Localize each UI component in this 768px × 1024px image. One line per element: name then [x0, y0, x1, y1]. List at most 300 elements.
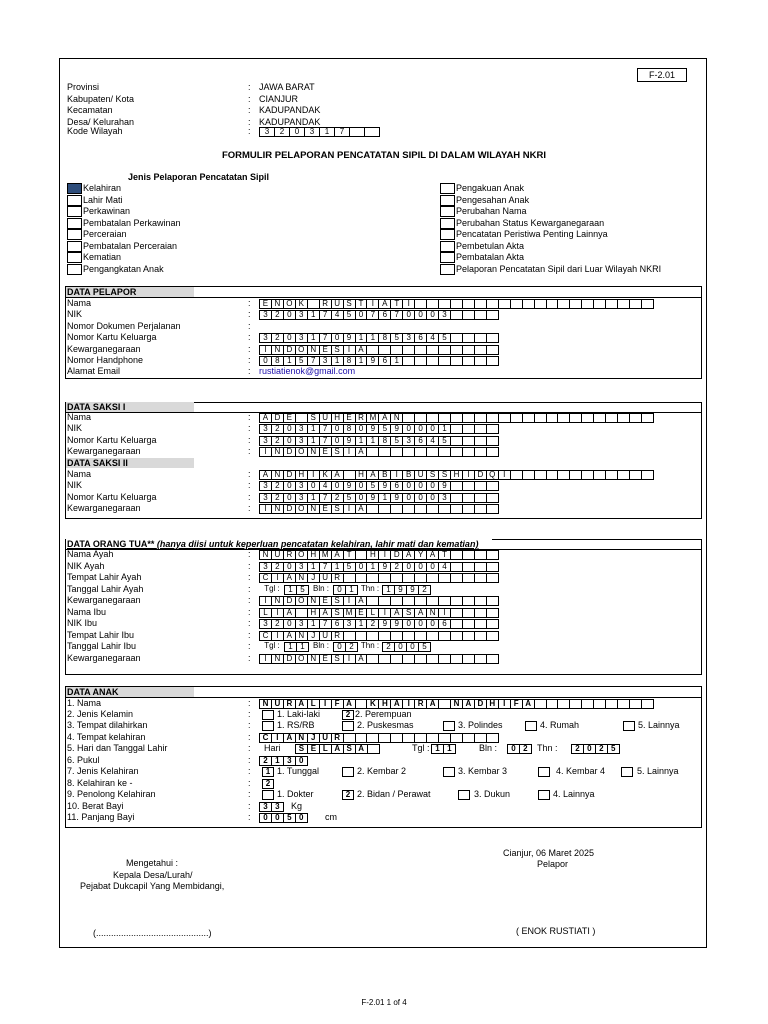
pelapor-nik-cells-cell[interactable]: 7 — [319, 310, 332, 320]
saksi1-kk-cells-cell[interactable]: 1 — [366, 436, 379, 446]
anak-tgl-cells[interactable] — [431, 744, 455, 754]
pelapor-hp-cells-cell[interactable]: 1 — [331, 356, 344, 366]
saksi2-kk-cells-cell[interactable]: 5 — [343, 493, 356, 503]
ortu-warga_ayah-cells[interactable] — [259, 596, 498, 606]
saksi2-warga-cells-cell[interactable]: D — [283, 504, 296, 514]
checkbox-pengangkatan-anak[interactable] — [67, 264, 82, 275]
pelapor-kk-cells-cell[interactable]: 1 — [307, 333, 320, 343]
ortu-warga_ibu-cells-cell[interactable]: N — [307, 654, 320, 664]
ortu-tempat_ibu-cells-cell[interactable]: R — [331, 631, 344, 641]
anak-nama-cells-cell[interactable]: F — [510, 699, 523, 709]
saksi2-nik-cells-cell[interactable]: 0 — [355, 481, 368, 491]
pelapor-hp-cells-cell[interactable] — [486, 356, 499, 366]
ortu-nik_ayah-cells-cell[interactable]: 3 — [259, 562, 272, 572]
pelapor-nik-cells-cell[interactable] — [486, 310, 499, 320]
saksi1-nik-cells-cell[interactable]: 0 — [414, 424, 427, 434]
pelapor-nama-cells-cell[interactable]: O — [283, 299, 296, 309]
anak-hari-cells-cell[interactable] — [367, 744, 380, 754]
ortu-nik_ibu-cells[interactable] — [259, 619, 498, 629]
checkbox-perkawinan[interactable] — [67, 206, 82, 217]
ortu-nik_ayah-cells-cell[interactable]: 4 — [438, 562, 451, 572]
date-cell[interactable]: 2 — [382, 642, 395, 652]
pelapor-kk-cells-cell[interactable]: 3 — [402, 333, 415, 343]
ortu-nik_ayah-cells-cell[interactable]: 1 — [307, 562, 320, 572]
saksi2-kk-cells-cell[interactable]: 0 — [402, 493, 415, 503]
saksi1-nik-cells-cell[interactable]: 7 — [319, 424, 332, 434]
saksi1-kk-cells-cell[interactable]: 0 — [283, 436, 296, 446]
pelapor-nama-cells-cell[interactable]: T — [390, 299, 403, 309]
pelapor-kk-cells-cell[interactable] — [486, 333, 499, 343]
ortu-nik_ibu-cells-cell[interactable]: 0 — [402, 619, 415, 629]
ortu-tempat_ibu-cells-cell[interactable]: U — [319, 631, 332, 641]
saksi2-kk-cells[interactable] — [259, 493, 498, 503]
ortu-nik_ibu-cells-cell[interactable]: 2 — [271, 619, 284, 629]
pelapor-nik-cells-cell[interactable]: 2 — [271, 310, 284, 320]
saksi2-nama-cells-cell[interactable]: S — [426, 470, 439, 480]
pelapor-nama-cells[interactable] — [259, 299, 653, 309]
ortu-ibu-cells-cell[interactable]: L — [366, 608, 379, 618]
saksi1-kk-cells-cell[interactable]: 3 — [402, 436, 415, 446]
anak-bln-cells-cell[interactable]: 2 — [519, 744, 532, 754]
ortu-ayah-cells-cell[interactable]: H — [307, 550, 320, 560]
saksi1-nama-cells-cell[interactable]: E — [283, 413, 296, 423]
saksi2-nama-cells-cell[interactable]: Q — [486, 470, 499, 480]
date-cell[interactable]: 1 — [296, 642, 309, 652]
ortu-nik_ibu-cells-cell[interactable]: 9 — [378, 619, 391, 629]
ortu-ayah-cells-cell[interactable]: T — [438, 550, 451, 560]
checkbox-pembatalan-perceraian[interactable] — [67, 241, 82, 252]
saksi2-warga-cells-cell[interactable]: N — [271, 504, 284, 514]
checkbox-pengesahan-anak[interactable] — [440, 195, 455, 206]
saksi2-nik-cells-cell[interactable]: 0 — [307, 481, 320, 491]
ortu-warga_ibu-cells-cell[interactable]: E — [319, 654, 332, 664]
ortu-ayah-cells-cell[interactable]: A — [402, 550, 415, 560]
ortu-ayah-cells-cell[interactable]: D — [390, 550, 403, 560]
anak-tempat-kel-cells-cell[interactable] — [486, 733, 499, 743]
saksi2-nama-cells-cell[interactable] — [641, 470, 654, 480]
saksi2-warga-cells-cell[interactable] — [486, 504, 499, 514]
saksi1-kk-cells-cell[interactable]: 0 — [331, 436, 344, 446]
ortu-ibu-cells-cell[interactable]: A — [283, 608, 296, 618]
checkbox-pembatalan-akta[interactable] — [440, 252, 455, 263]
saksi1-nik-cells-cell[interactable]: 5 — [378, 424, 391, 434]
anak-nama-cells-cell[interactable]: I — [319, 699, 332, 709]
anak-nama-cells-cell[interactable]: N — [259, 699, 272, 709]
saksi1-nama-cells-cell[interactable]: H — [331, 413, 344, 423]
jk-box-2[interactable]: 2 — [342, 710, 354, 720]
ortu-ayah-cells-cell[interactable]: I — [378, 550, 391, 560]
ortu-warga_ayah-cells-cell[interactable]: I — [259, 596, 272, 606]
checkbox-kematian[interactable] — [67, 252, 82, 263]
saksi1-nik-cells-cell[interactable]: 9 — [390, 424, 403, 434]
anak-hari-cells-cell[interactable]: L — [319, 744, 332, 754]
pelapor-warga-cells-cell[interactable]: E — [319, 345, 332, 355]
ortu-warga_ayah-cells-cell[interactable]: A — [355, 596, 368, 606]
pelapor-nama-cells-cell[interactable]: S — [343, 299, 356, 309]
saksi2-kk-cells-cell[interactable]: 0 — [414, 493, 427, 503]
pelapor-kk-cells-cell[interactable]: 2 — [271, 333, 284, 343]
ortu-nik_ayah-cells[interactable] — [259, 562, 498, 572]
kode-wilayah-cells-cell[interactable]: 3 — [259, 127, 275, 137]
anak-nama-cells-cell[interactable]: A — [295, 699, 308, 709]
pelapor-nama-cells-cell[interactable]: K — [295, 299, 308, 309]
ortu-warga_ibu-cells-cell[interactable]: A — [355, 654, 368, 664]
ortu-nik_ibu-cells-cell[interactable]: 0 — [283, 619, 296, 629]
penolong-box-1[interactable] — [262, 790, 274, 800]
ortu-ayah-cells-cell[interactable]: O — [295, 550, 308, 560]
ortu-nik_ibu-cells-cell[interactable] — [486, 619, 499, 629]
anak-nama-cells-cell[interactable]: I — [498, 699, 511, 709]
ortu-nik_ayah-cells-cell[interactable]: 0 — [355, 562, 368, 572]
ortu-ayah-cells-cell[interactable]: A — [331, 550, 344, 560]
anak-nama-cells-cell[interactable]: D — [474, 699, 487, 709]
pelapor-kk-cells-cell[interactable]: 3 — [259, 333, 272, 343]
checkbox-pembetulan-akta[interactable] — [440, 241, 455, 252]
anak-nama-cells[interactable] — [259, 699, 653, 709]
saksi2-nik-cells-cell[interactable] — [486, 481, 499, 491]
saksi1-nik-cells[interactable] — [259, 424, 498, 434]
ortu-ayah-cells-cell[interactable]: Y — [414, 550, 427, 560]
saksi1-nik-cells-cell[interactable]: 1 — [438, 424, 451, 434]
anak-panjang-cells-cell[interactable]: 0 — [259, 813, 272, 823]
anak-nama-cells-cell[interactable]: R — [414, 699, 427, 709]
pelapor-nik-cells-cell[interactable]: 5 — [343, 310, 356, 320]
anak-pukul-cells-cell[interactable]: 2 — [259, 756, 272, 766]
tempat-box-3[interactable] — [443, 721, 455, 731]
saksi2-nik-cells-cell[interactable]: 3 — [259, 481, 272, 491]
kode-wilayah-cells-cell[interactable] — [349, 127, 365, 137]
checkbox-lahir-mati[interactable] — [67, 195, 82, 206]
anak-nama-cells-cell[interactable]: K — [366, 699, 379, 709]
checkbox-perceraian[interactable] — [67, 229, 82, 240]
saksi2-nama-cells-cell[interactable]: A — [331, 470, 344, 480]
kode-wilayah-cells-cell[interactable] — [364, 127, 380, 137]
saksi2-nama-cells-cell[interactable]: I — [498, 470, 511, 480]
anak-hari-cells[interactable] — [295, 744, 379, 754]
ortu-ayah-cells-cell[interactable]: M — [319, 550, 332, 560]
saksi2-nama-cells-cell[interactable]: A — [259, 470, 272, 480]
ortu-ayah-cells-cell[interactable]: A — [426, 550, 439, 560]
pelapor-hp-cells-cell[interactable]: 1 — [390, 356, 403, 366]
anak-tempat-kel-cells[interactable] — [259, 733, 498, 743]
pelapor-kk-cells-cell[interactable]: 1 — [366, 333, 379, 343]
ortu-ibu-cells-cell[interactable]: A — [319, 608, 332, 618]
penolong-box-2[interactable]: 2 — [342, 790, 354, 800]
saksi1-warga-cells-cell[interactable]: S — [331, 447, 344, 457]
anak-nama-cells-cell[interactable]: I — [402, 699, 415, 709]
anak-nama-cells-cell[interactable]: A — [343, 699, 356, 709]
ortu-nik_ibu-cells-cell[interactable]: 7 — [319, 619, 332, 629]
saksi1-nik-cells-cell[interactable]: 0 — [426, 424, 439, 434]
saksi2-kk-cells-cell[interactable]: 3 — [438, 493, 451, 503]
anak-berat-cells[interactable] — [259, 802, 283, 812]
penolong-box-3[interactable] — [458, 790, 470, 800]
anak-hari-cells-cell[interactable]: E — [307, 744, 320, 754]
anak-tempat-kel-cells-cell[interactable]: R — [331, 733, 344, 743]
anak-tempat-kel-cells-cell[interactable]: J — [307, 733, 320, 743]
date-cell[interactable]: 1 — [382, 585, 395, 595]
saksi2-warga-cells-cell[interactable]: I — [343, 504, 356, 514]
saksi2-warga-cells-cell[interactable]: N — [307, 504, 320, 514]
email-link[interactable]: rustiatienok@gmail.com — [259, 366, 356, 376]
pelapor-warga-cells-cell[interactable]: N — [307, 345, 320, 355]
ortu-nik_ibu-cells-cell[interactable]: 3 — [295, 619, 308, 629]
anak-tempat-kel-cells-cell[interactable]: C — [259, 733, 272, 743]
saksi2-nik-cells-cell[interactable]: 4 — [319, 481, 332, 491]
saksi1-warga-cells-cell[interactable]: N — [271, 447, 284, 457]
pelapor-kk-cells-cell[interactable]: 1 — [355, 333, 368, 343]
ortu-ibu-cells[interactable] — [259, 608, 498, 618]
ortu-warga_ibu-cells-cell[interactable] — [486, 654, 499, 664]
saksi1-nik-cells-cell[interactable]: 1 — [307, 424, 320, 434]
ortu-tempat_ibu-cells-cell[interactable]: A — [283, 631, 296, 641]
anak-bln-cells[interactable] — [507, 744, 531, 754]
ortu-warga_ibu-cells-cell[interactable]: I — [343, 654, 356, 664]
anak-nama-cells-cell[interactable]: N — [450, 699, 463, 709]
pelapor-kk-cells-cell[interactable]: 0 — [331, 333, 344, 343]
anak-tempat-kel-cells-cell[interactable]: I — [271, 733, 284, 743]
date-cell[interactable]: 5 — [418, 642, 431, 652]
saksi2-nama-cells-cell[interactable]: I — [307, 470, 320, 480]
saksi1-nik-cells-cell[interactable]: 9 — [366, 424, 379, 434]
date-cell[interactable]: 0 — [333, 642, 346, 652]
email-value[interactable] — [259, 366, 355, 377]
anak-berat-cells-cell[interactable]: 3 — [259, 802, 272, 812]
ortu-ibu-cells-cell[interactable]: N — [426, 608, 439, 618]
saksi1-kk-cells-cell[interactable]: 2 — [271, 436, 284, 446]
ortu-nik_ibu-cells-cell[interactable]: 9 — [390, 619, 403, 629]
pelapor-nik-cells-cell[interactable]: 1 — [307, 310, 320, 320]
pelapor-nama-cells-cell[interactable]: I — [366, 299, 379, 309]
ortu-warga_ayah-cells-cell[interactable]: E — [319, 596, 332, 606]
ke-box[interactable]: 2 — [262, 779, 274, 789]
ortu-warga_ayah-cells-cell[interactable]: N — [307, 596, 320, 606]
saksi1-kk-cells-cell[interactable]: 3 — [259, 436, 272, 446]
anak-nama-cells-cell[interactable]: A — [390, 699, 403, 709]
tempat-box-2[interactable] — [342, 721, 354, 731]
saksi2-nama-cells-cell[interactable]: A — [366, 470, 379, 480]
ortu-ibu-cells-cell[interactable]: S — [331, 608, 344, 618]
ortu-ayah-cells-cell[interactable] — [486, 550, 499, 560]
saksi1-warga-cells-cell[interactable] — [486, 447, 499, 457]
ortu-tgl_ayah-cells[interactable] — [259, 585, 430, 595]
jkel-box-1[interactable]: 1 — [262, 767, 274, 777]
saksi1-nama-cells-cell[interactable]: S — [307, 413, 320, 423]
ortu-nik_ibu-cells-cell[interactable]: 1 — [355, 619, 368, 629]
pelapor-warga-cells-cell[interactable]: I — [343, 345, 356, 355]
saksi1-warga-cells-cell[interactable]: D — [283, 447, 296, 457]
pelapor-nik-cells-cell[interactable]: 7 — [366, 310, 379, 320]
ortu-warga_ayah-cells-cell[interactable]: I — [343, 596, 356, 606]
ortu-tempat_ayah-cells-cell[interactable] — [486, 573, 499, 583]
ortu-nik_ayah-cells-cell[interactable]: 0 — [283, 562, 296, 572]
pelapor-warga-cells-cell[interactable]: A — [355, 345, 368, 355]
saksi2-kk-cells-cell[interactable]: 9 — [366, 493, 379, 503]
ortu-ibu-cells-cell[interactable]: I — [438, 608, 451, 618]
ortu-warga_ibu-cells-cell[interactable]: I — [259, 654, 272, 664]
jk-box-1[interactable] — [262, 710, 274, 720]
anak-panjang-cells[interactable] — [259, 813, 307, 823]
saksi2-warga-cells-cell[interactable]: A — [355, 504, 368, 514]
saksi1-nama-cells-cell[interactable]: R — [355, 413, 368, 423]
checkbox-pencatatan-peristiwa-penting-lainnya[interactable] — [440, 229, 455, 240]
saksi2-nik-cells-cell[interactable]: 0 — [283, 481, 296, 491]
date-cell[interactable]: 0 — [394, 642, 407, 652]
checkbox-kelahiran[interactable] — [67, 183, 82, 194]
checkbox-perubahan-status-kewarganegaraan[interactable] — [440, 218, 455, 229]
anak-thn-cells-cell[interactable]: 2 — [571, 744, 584, 754]
pelapor-kk-cells[interactable] — [259, 333, 498, 343]
ortu-nik_ayah-cells-cell[interactable]: 1 — [331, 562, 344, 572]
saksi1-kk-cells-cell[interactable]: 9 — [343, 436, 356, 446]
saksi1-warga-cells-cell[interactable]: E — [319, 447, 332, 457]
ortu-tempat_ayah-cells[interactable] — [259, 573, 498, 583]
pelapor-kk-cells-cell[interactable]: 0 — [283, 333, 296, 343]
saksi2-nama-cells-cell[interactable]: B — [402, 470, 415, 480]
anak-pukul-cells-cell[interactable]: 0 — [295, 756, 308, 766]
pelapor-nama-cells-cell[interactable]: I — [402, 299, 415, 309]
ortu-tempat_ayah-cells-cell[interactable]: R — [331, 573, 344, 583]
ortu-nik_ibu-cells-cell[interactable]: 0 — [426, 619, 439, 629]
ortu-tempat_ayah-cells-cell[interactable]: U — [319, 573, 332, 583]
saksi2-kk-cells-cell[interactable]: 9 — [390, 493, 403, 503]
checkbox-pembatalan-perkawinan[interactable] — [67, 218, 82, 229]
saksi2-kk-cells-cell[interactable]: 1 — [378, 493, 391, 503]
anak-panjang-cells-cell[interactable]: 5 — [283, 813, 296, 823]
ortu-warga_ibu-cells-cell[interactable]: S — [331, 654, 344, 664]
saksi1-warga-cells[interactable] — [259, 447, 498, 457]
saksi2-nik-cells[interactable] — [259, 481, 498, 491]
ortu-nik_ibu-cells-cell[interactable]: 3 — [259, 619, 272, 629]
pelapor-nama-cells-cell[interactable]: A — [378, 299, 391, 309]
saksi1-kk-cells-cell[interactable]: 8 — [378, 436, 391, 446]
anak-nama-cells-cell[interactable]: F — [331, 699, 344, 709]
anak-nama-cells-cell[interactable]: H — [378, 699, 391, 709]
pelapor-warga-cells-cell[interactable]: I — [259, 345, 272, 355]
saksi2-nama-cells-cell[interactable]: D — [474, 470, 487, 480]
saksi2-nama-cells-cell[interactable]: N — [271, 470, 284, 480]
saksi1-kk-cells-cell[interactable]: 5 — [390, 436, 403, 446]
saksi2-nik-cells-cell[interactable]: 9 — [438, 481, 451, 491]
saksi2-nama-cells[interactable] — [259, 470, 653, 480]
saksi2-kk-cells-cell[interactable]: 0 — [355, 493, 368, 503]
ortu-nik_ibu-cells-cell[interactable]: 1 — [307, 619, 320, 629]
saksi2-nama-cells-cell[interactable]: B — [378, 470, 391, 480]
anak-thn-cells-cell[interactable]: 0 — [583, 744, 596, 754]
saksi2-nama-cells-cell[interactable]: U — [414, 470, 427, 480]
ortu-tempat_ibu-cells-cell[interactable]: I — [271, 631, 284, 641]
pelapor-kk-cells-cell[interactable]: 8 — [378, 333, 391, 343]
date-cell[interactable]: 9 — [406, 585, 419, 595]
saksi1-warga-cells-cell[interactable]: I — [343, 447, 356, 457]
date-cell[interactable]: 0 — [333, 585, 346, 595]
ortu-tempat_ayah-cells-cell[interactable]: I — [271, 573, 284, 583]
jkel-box-4[interactable] — [538, 767, 550, 777]
ortu-ibu-cells-cell[interactable]: S — [402, 608, 415, 618]
saksi1-kk-cells-cell[interactable]: 4 — [426, 436, 439, 446]
saksi1-nama-cells-cell[interactable]: D — [271, 413, 284, 423]
pelapor-nik-cells-cell[interactable]: 0 — [355, 310, 368, 320]
ortu-warga_ayah-cells-cell[interactable]: D — [283, 596, 296, 606]
saksi2-warga-cells-cell[interactable]: O — [295, 504, 308, 514]
ortu-tempat_ayah-cells-cell[interactable]: A — [283, 573, 296, 583]
anak-nama-cells-cell[interactable]: A — [426, 699, 439, 709]
anak-pukul-cells-cell[interactable]: 1 — [271, 756, 284, 766]
saksi1-nik-cells-cell[interactable]: 2 — [271, 424, 284, 434]
anak-hari-cells-cell[interactable]: S — [295, 744, 308, 754]
ortu-warga_ayah-cells-cell[interactable]: O — [295, 596, 308, 606]
ortu-nik_ibu-cells-cell[interactable]: 6 — [438, 619, 451, 629]
ortu-nik_ayah-cells-cell[interactable]: 9 — [378, 562, 391, 572]
ortu-ibu-cells-cell[interactable] — [486, 608, 499, 618]
date-cell[interactable]: 2 — [345, 642, 358, 652]
tempat-box-4[interactable] — [525, 721, 537, 731]
saksi1-nik-cells-cell[interactable] — [486, 424, 499, 434]
ortu-ayah-cells-cell[interactable]: N — [259, 550, 272, 560]
saksi2-kk-cells-cell[interactable]: 2 — [331, 493, 344, 503]
penolong-box-4[interactable] — [538, 790, 550, 800]
saksi1-nama-cells-cell[interactable] — [641, 413, 654, 423]
pelapor-hp-cells-cell[interactable]: 3 — [319, 356, 332, 366]
ortu-ayah-cells[interactable] — [259, 550, 498, 560]
saksi2-nik-cells-cell[interactable]: 0 — [414, 481, 427, 491]
saksi2-nama-cells-cell[interactable]: I — [462, 470, 475, 480]
pelapor-hp-cells-cell[interactable]: 8 — [271, 356, 284, 366]
saksi1-nik-cells-cell[interactable]: 0 — [283, 424, 296, 434]
anak-panjang-cells-cell[interactable]: 0 — [271, 813, 284, 823]
anak-tempat-kel-cells-cell[interactable]: A — [283, 733, 296, 743]
ortu-nik_ibu-cells-cell[interactable]: 3 — [343, 619, 356, 629]
pelapor-nik-cells-cell[interactable]: 3 — [438, 310, 451, 320]
saksi2-warga-cells[interactable] — [259, 504, 498, 514]
ortu-ibu-cells-cell[interactable]: E — [355, 608, 368, 618]
anak-tgl-cells-cell[interactable]: 1 — [443, 744, 456, 754]
saksi1-nama-cells-cell[interactable]: U — [319, 413, 332, 423]
saksi1-nama-cells-cell[interactable]: M — [366, 413, 379, 423]
ortu-nik_ayah-cells-cell[interactable]: 0 — [402, 562, 415, 572]
saksi1-warga-cells-cell[interactable]: O — [295, 447, 308, 457]
anak-pukul-cells-cell[interactable]: 3 — [283, 756, 296, 766]
ortu-ayah-cells-cell[interactable]: U — [271, 550, 284, 560]
saksi2-warga-cells-cell[interactable]: I — [259, 504, 272, 514]
ortu-ibu-cells-cell[interactable]: A — [390, 608, 403, 618]
jkel-box-3[interactable] — [443, 767, 455, 777]
saksi2-warga-cells-cell[interactable]: S — [331, 504, 344, 514]
ortu-nik_ibu-cells-cell[interactable]: 2 — [366, 619, 379, 629]
saksi1-warga-cells-cell[interactable]: N — [307, 447, 320, 457]
saksi2-nik-cells-cell[interactable]: 6 — [390, 481, 403, 491]
date-cell[interactable]: 1 — [284, 642, 297, 652]
pelapor-hp-cells-cell[interactable]: 5 — [295, 356, 308, 366]
saksi2-kk-cells-cell[interactable] — [486, 493, 499, 503]
ortu-ayah-cells-cell[interactable]: T — [343, 550, 356, 560]
pelapor-warga-cells-cell[interactable] — [486, 345, 499, 355]
saksi1-nama-cells-cell[interactable]: E — [343, 413, 356, 423]
anak-nama-cells-cell[interactable]: U — [271, 699, 284, 709]
ortu-tempat_ibu-cells-cell[interactable]: J — [307, 631, 320, 641]
kode-wilayah-cells-cell[interactable]: 1 — [319, 127, 335, 137]
anak-nama-cells-cell[interactable]: H — [486, 699, 499, 709]
anak-nama-cells-cell[interactable] — [641, 699, 654, 709]
pelapor-hp-cells-cell[interactable]: 9 — [366, 356, 379, 366]
saksi1-nama-cells[interactable] — [259, 413, 653, 423]
saksi2-nama-cells-cell[interactable]: H — [295, 470, 308, 480]
jkel-box-2[interactable] — [342, 767, 354, 777]
pelapor-nik-cells-cell[interactable]: 3 — [259, 310, 272, 320]
ortu-warga_ayah-cells-cell[interactable]: S — [331, 596, 344, 606]
ortu-nik_ayah-cells-cell[interactable] — [486, 562, 499, 572]
kode-wilayah-cells-cell[interactable]: 3 — [304, 127, 320, 137]
